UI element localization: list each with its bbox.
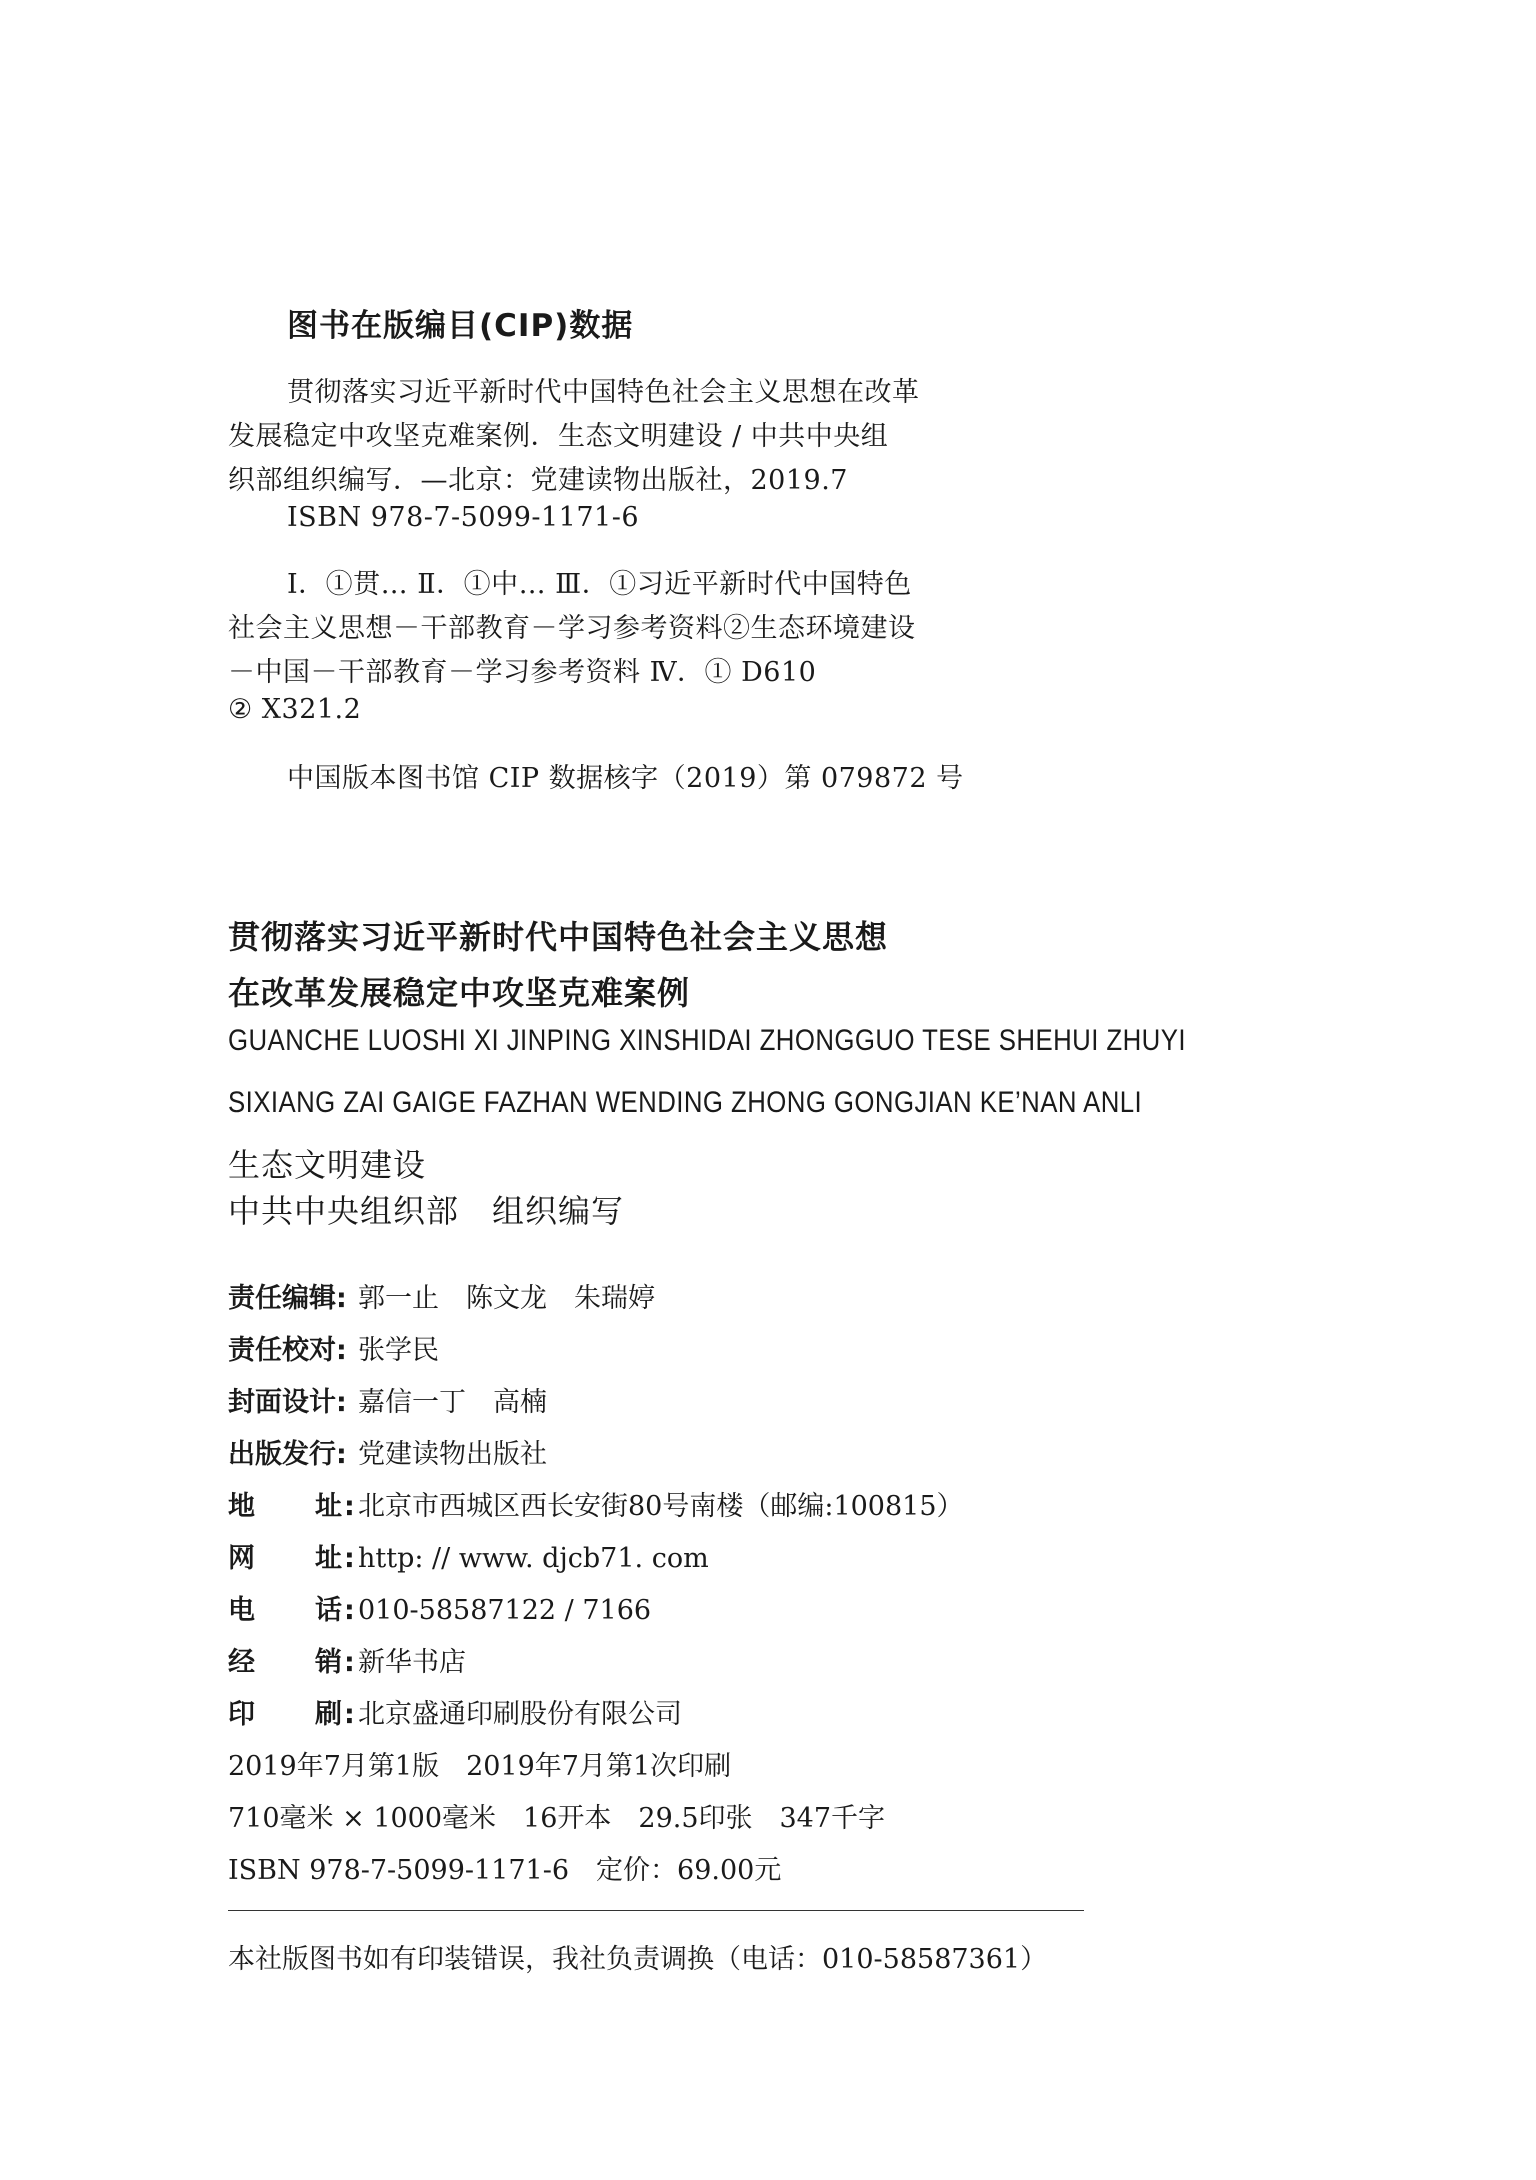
- author-line: 中共中央组织部 组织编写: [228, 1192, 625, 1230]
- credit-label: 地 址:: [228, 1491, 357, 1522]
- credit-row: [228, 1432, 547, 1471]
- cip-desc-line: 织部组织编写．—北京：党建读物出版社，2019.7: [228, 465, 848, 496]
- credit-row: [228, 1380, 547, 1419]
- credit-value: 郭一止 陈文龙 朱瑞婷: [358, 1283, 655, 1314]
- cip-verification: 中国版本图书馆 CIP 数据核字（2019）第 079872 号: [287, 763, 964, 794]
- footer-note: 本社版图书如有印装错误，我社负责调换（电话：010-58587361）: [228, 1944, 1048, 1975]
- credit-label: 电 话:: [228, 1595, 357, 1626]
- cip-desc-line: 发展稳定中攻坚克难案例．生态文明建设 / 中共中央组: [228, 421, 889, 452]
- credit-row: [228, 1640, 466, 1679]
- cip-class-line: －中国－干部教育－学习参考资料 Ⅳ．① D610: [228, 657, 817, 688]
- credit-label: 封面设计:: [228, 1387, 347, 1418]
- credit-row: [228, 1536, 709, 1575]
- cip-heading: 图书在版编目(CIP)数据: [287, 308, 634, 344]
- edition-line: 2019年7月第1版 2019年7月第1次印刷: [228, 1751, 732, 1782]
- volume-title: 生态文明建设: [228, 1146, 427, 1184]
- credit-value: 新华书店: [358, 1647, 466, 1678]
- pinyin-title-line2: SIXIANG ZAI GAIGE FAZHAN WENDING ZHONG GONGJIAN KE’NAN ANLI: [228, 1086, 1143, 1119]
- credit-value: 党建读物出版社: [358, 1439, 547, 1470]
- credit-value: http: // www. djcb71. com: [358, 1543, 709, 1574]
- isbn-price-line: ISBN 978-7-5099-1171-6 定价：69.00元: [228, 1855, 782, 1886]
- credit-row: [228, 1588, 651, 1627]
- cip-isbn: ISBN 978-7-5099-1171-6: [287, 502, 640, 533]
- credit-label: 责任编辑:: [228, 1283, 347, 1314]
- credit-value: 010-58587122 / 7166: [358, 1595, 652, 1626]
- cip-class-line: 社会主义思想－干部教育－学习参考资料②生态环境建设: [228, 613, 916, 644]
- credit-row: [228, 1276, 655, 1315]
- credit-row: [228, 1328, 439, 1367]
- credit-row: [228, 1692, 682, 1731]
- credit-label: 印 刷:: [228, 1699, 357, 1730]
- format-line: 710毫米 × 1000毫米 16开本 29.5印张 347千字: [228, 1803, 886, 1834]
- cip-class-line: ② X321.2: [228, 694, 362, 725]
- book-title-line2: 在改革发展稳定中攻坚克难案例: [228, 974, 691, 1012]
- book-title-line1: 贯彻落实习近平新时代中国特色社会主义思想: [228, 918, 889, 956]
- pinyin-title-line1: GUANCHE LUOSHI XI JINPING XINSHIDAI ZHONGGUO TESE SHEHUI ZHUYI: [228, 1024, 1186, 1057]
- credit-label: 责任校对:: [228, 1335, 347, 1366]
- cip-class-line: Ⅰ．①贯… Ⅱ．①中… Ⅲ．①习近平新时代中国特色: [287, 569, 912, 600]
- credit-value: 张学民: [358, 1335, 439, 1366]
- credit-value: 嘉信一丁 高楠: [358, 1387, 547, 1418]
- credit-label: 出版发行:: [228, 1439, 347, 1470]
- divider-rule: [228, 1910, 1084, 1911]
- cip-desc-line: 贯彻落实习近平新时代中国特色社会主义思想在改革: [287, 377, 920, 408]
- credit-row: [228, 1484, 964, 1523]
- credit-value: 北京盛通印刷股份有限公司: [358, 1699, 682, 1730]
- credit-value: 北京市西城区西长安街80号南楼（邮编:100815）: [358, 1491, 964, 1522]
- credit-label: 经 销:: [228, 1647, 357, 1678]
- credit-label: 网 址:: [228, 1543, 357, 1574]
